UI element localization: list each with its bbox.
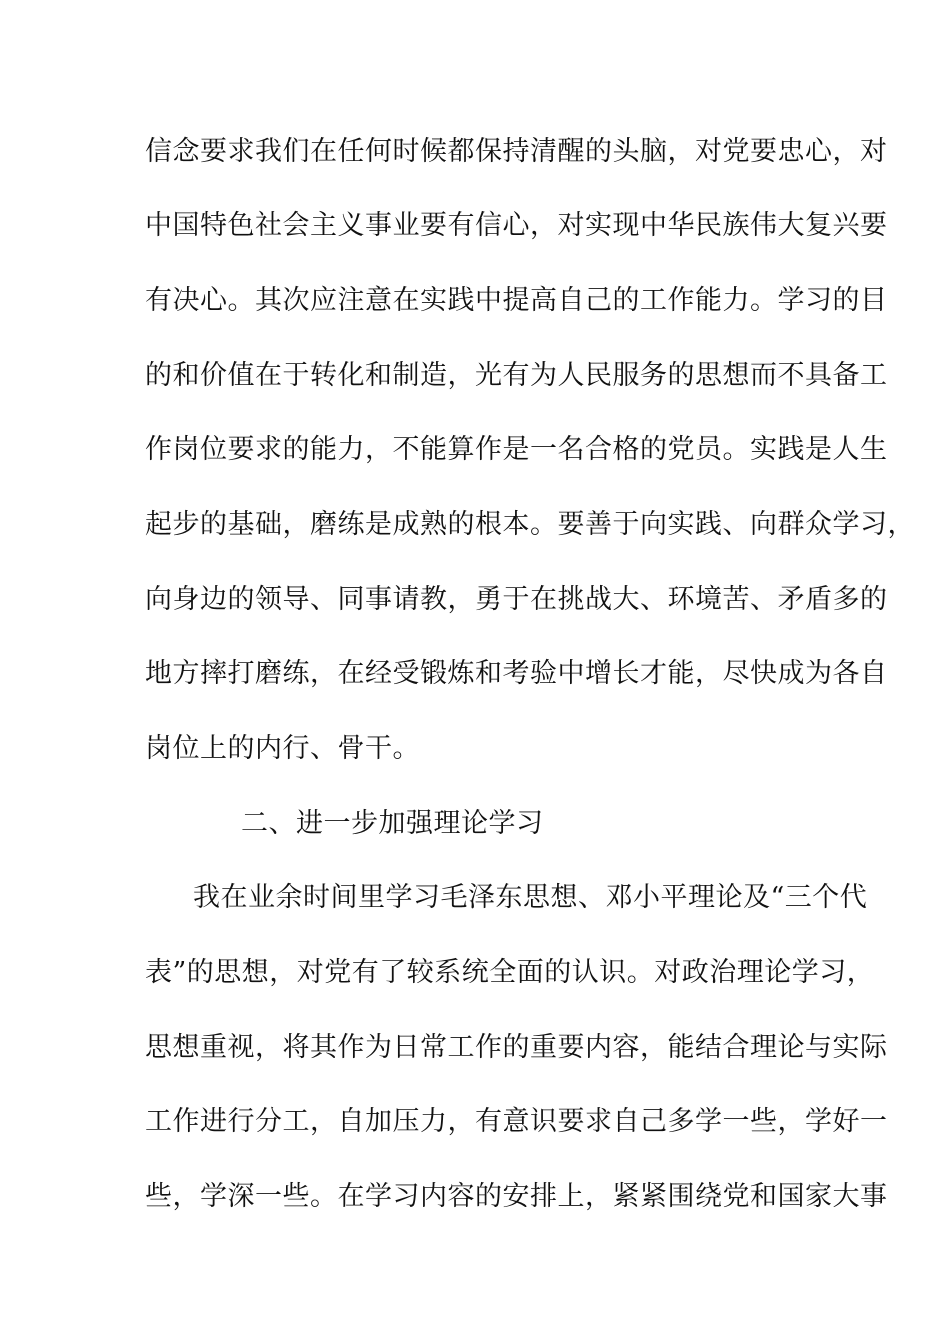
paragraph-1-line-3: 有决心。其次应注意在实践中提高自己的工作能力。学习的目 — [145, 285, 888, 316]
paragraph-2-line-3: 思想重视，将其作为日常工作的重要内容，能结合理论与实际 — [145, 1032, 888, 1063]
paragraph-1-line-8: 地方摔打磨练，在经受锻炼和考验中增长才能，尽快成为各自 — [145, 658, 888, 689]
paragraph-2-line-1: 我在业余时间里学习毛泽东思想、邓小平理论及“三个代 — [193, 882, 868, 913]
paragraph-1-line-1: 信念要求我们在任何时候都保持清醒的头脑，对党要忠心，对 — [145, 136, 888, 167]
paragraph-1-line-7: 向身边的领导、同事请教，勇于在挑战大、环境苦、矛盾多的 — [145, 584, 888, 615]
paragraph-1-line-6: 起步的基础，磨练是成熟的根本。要善于向实践、向群众学习， — [145, 509, 915, 540]
paragraph-1-line-9: 岗位上的内行、骨干。 — [145, 733, 420, 764]
section-heading: 二、进一步加强理论学习 — [241, 808, 544, 839]
paragraph-1-line-5: 作岗位要求的能力，不能算作是一名合格的党员。实践是人生 — [145, 434, 888, 465]
paragraph-2-line-5: 些，学深一些。在学习内容的安排上，紧紧围绕党和国家大事 — [145, 1181, 888, 1212]
paragraph-1-line-2: 中国特色社会主义事业要有信心，对实现中华民族伟大复兴要 — [145, 210, 888, 241]
paragraph-1-line-4: 的和价值在于转化和制造，光有为人民服务的思想而不具备工 — [145, 360, 888, 391]
paragraph-2-line-4: 工作进行分工，自加压力，有意识要求自己多学一些，学好一 — [145, 1106, 888, 1137]
paragraph-2-line-2: 表”的思想，对党有了较系统全面的认识。对政治理论学习， — [145, 957, 875, 988]
